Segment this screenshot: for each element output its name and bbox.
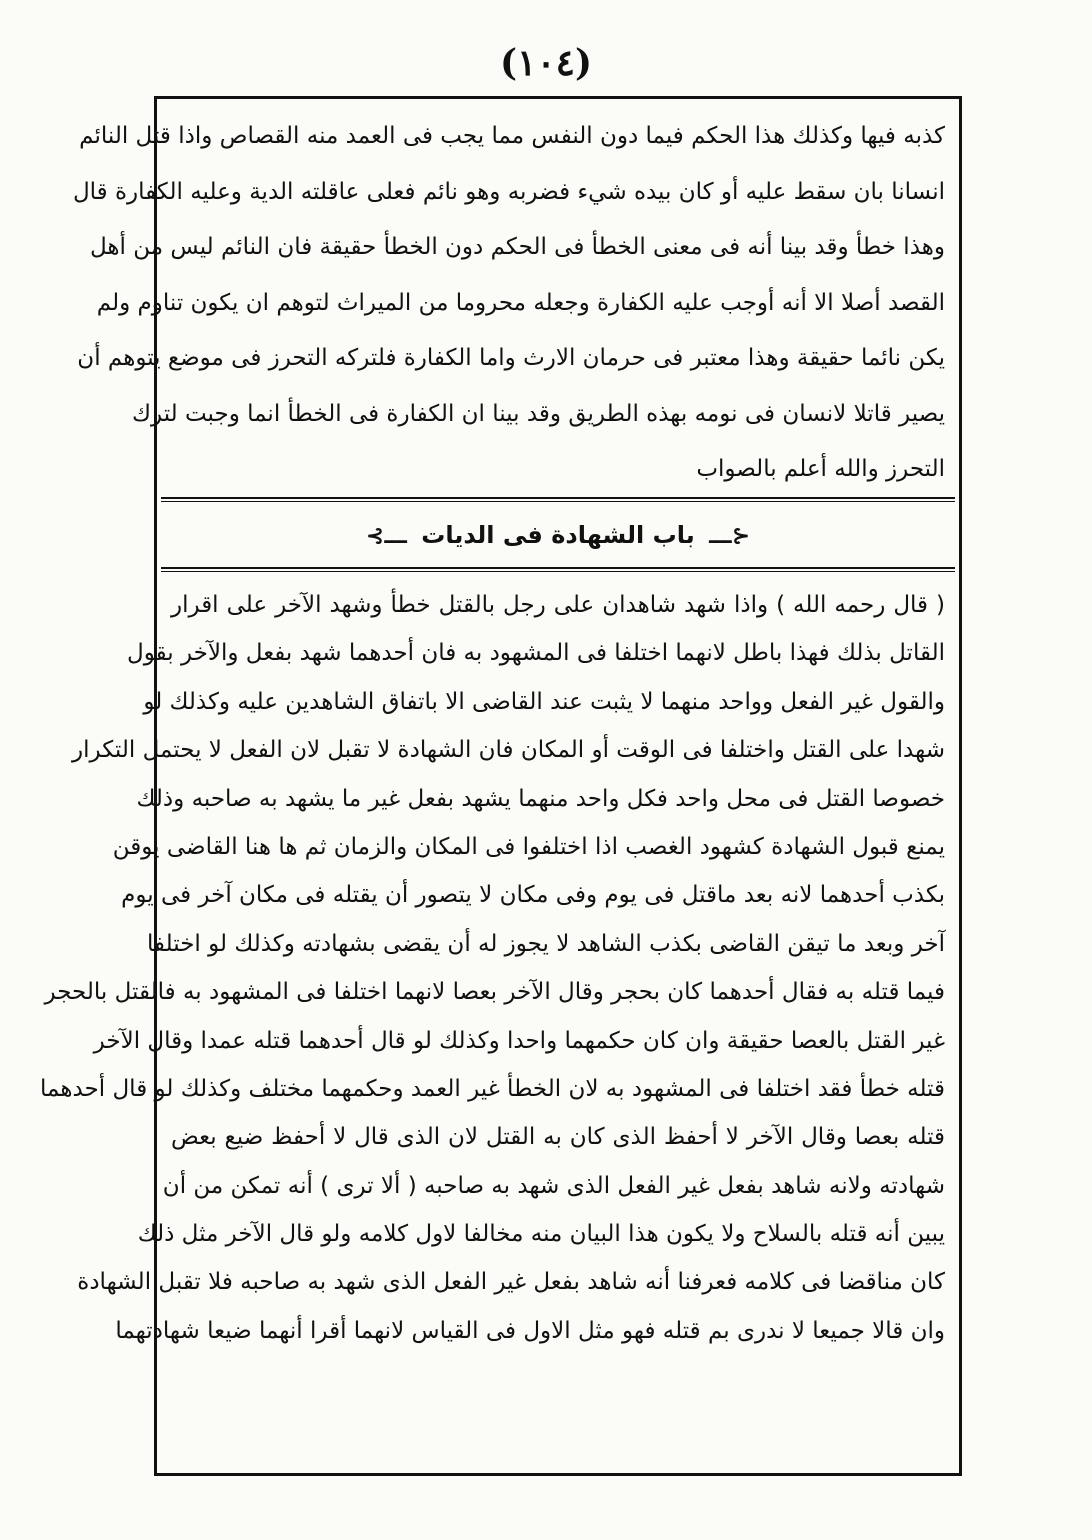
text-line: يبين أنه قتله بالسلاح ولا يكون هذا البيان منه مخالفا لاول كلامه ولو قال الآخر مثل ذلك bbox=[137, 1221, 945, 1248]
text-line: كذبه فيها وكذلك هذا الحكم فيما دون النفس مما يجب فى العمد منه القصاص واذا قتل النائم bbox=[79, 123, 945, 149]
text-line: ( قال رحمه الله ) واذا شهد شاهدان على رجل بالقتل خطأ وشهد الآخر على اقرار bbox=[171, 592, 945, 618]
text-line: وان قالا جميعا لا ندرى بم قتله فهو مثل الاول فى القياس لانهما أقرا أنهما ضيعا شهادتهما bbox=[115, 1317, 945, 1344]
text-line: قتله بعصا وقال الآخر لا أحفظ الذى كان به القتل لان الذى قال لا أحفظ ضيع بعض bbox=[171, 1124, 945, 1151]
text-line: كان مناقضا فى كلامه فعرفنا أنه شاهد بفعل غير الفعل الذى شهد به صاحبه فلا تقبل الشهادة bbox=[77, 1269, 945, 1296]
text-line: قتله خطأ فقد اختلفا فى المشهود به لان الخطأ غير العمد وحكمهما مختلف وكذلك لو قال أحدهما bbox=[40, 1075, 945, 1102]
text-line: القاتل بذلك فهذا باطل لانهما اختلفا فى المشهود به فان أحدهما شهد بفعل والآخر بقول bbox=[127, 640, 945, 667]
main-paragraph bbox=[40, 581, 945, 1355]
text-line: يصير قاتلا لانسان فى نومه بهذه الطريق وقد بينا ان الكفارة فى الخطأ انما وجبت لترك bbox=[132, 400, 945, 427]
text-line: انسانا بان سقط عليه أو كان بيده شيء فضربه وهو نائم فعلى عاقلته الدية وعليه الكفارة قال bbox=[72, 178, 945, 205]
text-line: شهادته ولانه شاهد بفعل غير الفعل الذى شهد به صاحبه ( ألا ترى ) أنه تمكن من أن bbox=[162, 1172, 945, 1199]
text-line: آخر وبعد ما تيقن القاضى بكذب الشاهد لا يجوز له أن يقضى بشهادته وكذلك لو اختلفا bbox=[147, 930, 945, 957]
ornament-left: ـــ⊱ bbox=[365, 524, 407, 549]
text-line: والقول غير الفعل وواحد منهما لا يثبت عند القاضى الا باتفاق الشاهدين عليه وكذلك لو bbox=[143, 688, 945, 715]
chapter-title: باب الشهادة فى الديات bbox=[421, 521, 695, 549]
page-number: (١٠٤) bbox=[499, 42, 593, 84]
divider-rule bbox=[161, 567, 955, 572]
chapter-heading bbox=[157, 507, 959, 563]
text-line: غير القتل بالعصا حقيقة وان كان حكمهما واحدا وكذلك لو قال أحدهما قتله عمدا وقال الآخر bbox=[93, 1027, 945, 1054]
text-line: التحرز والله أعلم بالصواب bbox=[696, 456, 945, 482]
text-line: فيما قتله به فقال أحدهما كان بحجر وقال الآخر بعصا لانهما اختلفا فى المشهود به فالقتل بالحجر bbox=[44, 979, 945, 1006]
text-line: شهدا على القتل واختلفا فى الوقت أو المكان فان الشهادة لا تقبل لان الفعل لا يحتمل التكرار bbox=[72, 737, 945, 764]
top-paragraph bbox=[72, 109, 945, 498]
text-line: وهذا خطأ وقد بينا أنه فى معنى الخطأ فى الحكم دون الخطأ حقيقة فان النائم ليس من أهل bbox=[90, 234, 945, 260]
text-line: خصوصا القتل فى محل واحد فكل واحد منهما يشهد بفعل غير ما يشهد به صاحبه وذلك bbox=[136, 785, 945, 812]
text-line: بكذب أحدهما لانه بعد ماقتل فى يوم وفى مكان لا يتصور أن يقتله فى مكان آخر فى يوم bbox=[121, 882, 945, 909]
text-line: القصد أصلا الا أنه أوجب عليه الكفارة وجعله محروما من الميراث لتوهم ان يكون تناوم ولم bbox=[96, 289, 945, 316]
text-line: يكن نائما حقيقة وهذا معتبر فى حرمان الارث واما الكفارة فلتركه التحرز فى موضع يتوهم أن bbox=[77, 345, 945, 371]
divider-rule bbox=[161, 497, 955, 502]
text-line: يمنع قبول الشهادة كشهود الغصب اذا اختلفوا فى المكان والزمان ثم ها هنا القاضى يوقن bbox=[112, 833, 945, 860]
ornament-right: ⊰ـــ bbox=[709, 524, 751, 549]
page-frame bbox=[40, 96, 962, 1476]
